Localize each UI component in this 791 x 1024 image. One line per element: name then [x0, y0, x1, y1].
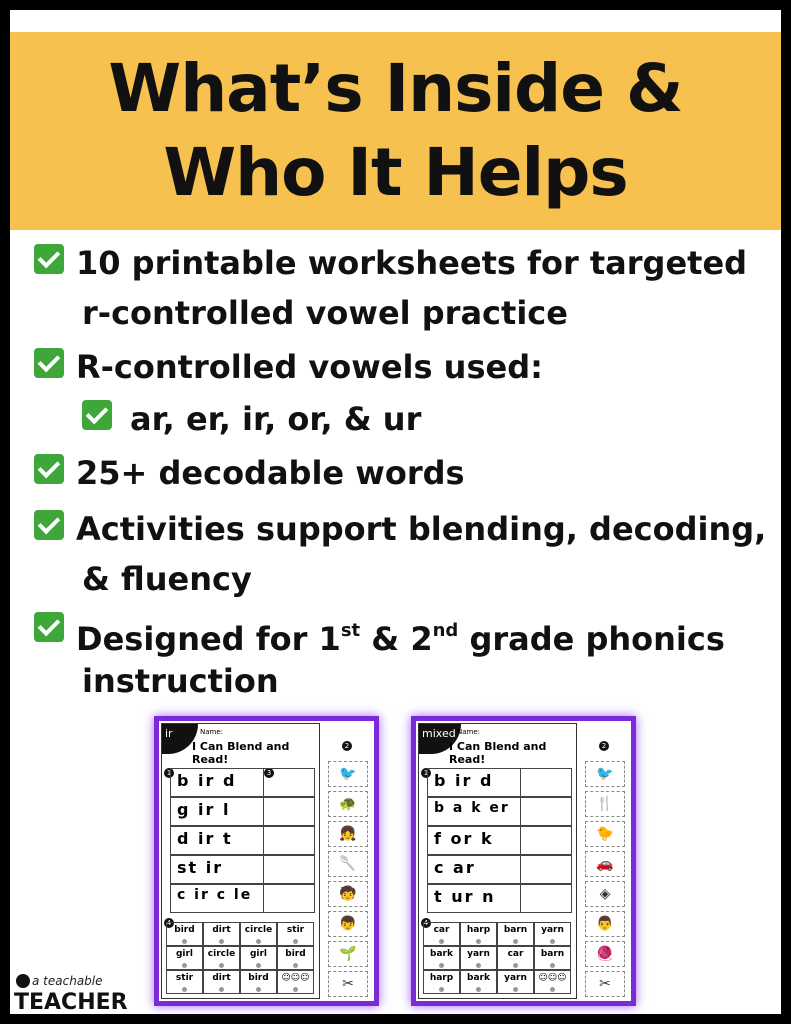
- worksheet-tag: ir: [162, 724, 198, 754]
- table-cell: stir: [277, 922, 314, 946]
- fluency-table: [423, 922, 573, 996]
- kid-icon: 🧒: [328, 881, 368, 907]
- scissors-icon: ✂: [328, 971, 368, 997]
- feature-text: r-controlled vowel practice: [82, 294, 568, 332]
- worksheet-sheet: [161, 723, 320, 999]
- picture-strip: [322, 721, 374, 1001]
- table-cell: circle: [203, 946, 240, 970]
- title-line-2: Who It Helps: [163, 134, 628, 211]
- feature-text: 25+ decodable words: [76, 454, 465, 492]
- table-cell: car: [497, 946, 534, 970]
- yarn-icon: 🧶: [585, 941, 625, 967]
- table-cell: dirt: [203, 970, 240, 994]
- bird-icon: 🐤: [585, 821, 625, 847]
- feature-text: R-controlled vowels used:: [76, 348, 543, 386]
- worksheet-directions: [423, 756, 573, 766]
- word-row: b a k er: [427, 797, 572, 826]
- scissors-icon: ✂: [585, 971, 625, 997]
- check-icon: [34, 348, 64, 378]
- step-2-icon: 2: [342, 741, 352, 751]
- check-icon: [34, 244, 64, 274]
- fork-icon: 🍴: [585, 791, 625, 817]
- title-line-1: What’s Inside &: [108, 50, 683, 127]
- worksheet-title: I Can Blend and Read!: [449, 740, 547, 766]
- check-icon: [34, 612, 64, 642]
- worksheet-name-label: Name:: [200, 728, 224, 736]
- girl-icon: 👧: [328, 821, 368, 847]
- turn-sign-icon: ◈: [585, 881, 625, 907]
- word-row: st ir: [170, 855, 315, 884]
- word-row: t ur n: [427, 884, 572, 913]
- step-1-icon: 1: [421, 768, 431, 778]
- table-cell: bark: [423, 946, 460, 970]
- turtle-icon: 🐢: [328, 791, 368, 817]
- word-row: c ir c le: [170, 884, 315, 913]
- word-row: g ir l: [170, 797, 315, 826]
- word-grid: [170, 768, 315, 916]
- table-cell: bird: [277, 946, 314, 970]
- table-cell: harp: [423, 970, 460, 994]
- table-cell: yarn: [534, 922, 571, 946]
- title-banner: [10, 32, 781, 230]
- dirt-icon: 🌱: [328, 941, 368, 967]
- table-cell: ☺☺☺: [277, 970, 314, 994]
- baker-icon: 👨: [585, 911, 625, 937]
- table-cell: girl: [166, 946, 203, 970]
- bird-icon: 🐦: [585, 761, 625, 787]
- spoon-icon: 🥄: [328, 851, 368, 877]
- table-cell: ☺☺☺: [534, 970, 571, 994]
- check-icon: [82, 400, 112, 430]
- worksheet-name-label: Name:: [457, 728, 481, 736]
- bird-icon: 🐦: [328, 761, 368, 787]
- check-icon: [34, 510, 64, 540]
- table-cell: yarn: [460, 946, 497, 970]
- step-4-icon: 4: [164, 918, 174, 928]
- table-cell: girl: [240, 946, 277, 970]
- worksheet-tag: mixed: [419, 724, 461, 754]
- feature-text: Activities support blending, decoding,: [76, 510, 767, 548]
- worksheet-preview-ir: [154, 716, 379, 1006]
- brand-logo: [10, 970, 128, 1020]
- table-cell: dirt: [203, 922, 240, 946]
- table-cell: harp: [460, 922, 497, 946]
- apple-icon: [16, 974, 30, 988]
- boy-icon: 👦: [328, 911, 368, 937]
- car-icon: 🚗: [585, 851, 625, 877]
- worksheet-sheet: [418, 723, 577, 999]
- logo-small-text: a teachable: [32, 974, 103, 988]
- feature-text: instruction: [82, 662, 279, 700]
- table-cell: yarn: [497, 970, 534, 994]
- word-grid: [427, 768, 572, 916]
- step-1-icon: 1: [164, 768, 174, 778]
- word-row: c ar: [427, 855, 572, 884]
- step-2-icon: 2: [599, 741, 609, 751]
- feature-text: ar, er, ir, or, & ur: [130, 400, 422, 438]
- table-cell: bird: [166, 922, 203, 946]
- check-icon: [34, 454, 64, 484]
- table-cell: car: [423, 922, 460, 946]
- table-cell: circle: [240, 922, 277, 946]
- word-row: f or k: [427, 826, 572, 855]
- fluency-table: [166, 922, 316, 996]
- picture-strip: [579, 721, 631, 1001]
- step-3-icon: 3: [264, 768, 274, 778]
- table-cell: bark: [460, 970, 497, 994]
- worksheet-preview-mixed: [411, 716, 636, 1006]
- table-cell: barn: [534, 946, 571, 970]
- feature-text: 10 printable worksheets for targeted: [76, 244, 748, 282]
- table-cell: bird: [240, 970, 277, 994]
- page: [10, 10, 781, 1014]
- word-row: b ir d: [170, 768, 315, 797]
- feature-text: Designed for 1st & 2nd grade phonics: [76, 620, 725, 658]
- feature-text: & fluency: [82, 560, 252, 598]
- step-4-icon: 4: [421, 918, 431, 928]
- worksheet-title: I Can Blend and Read!: [192, 740, 290, 766]
- logo-big-text: TEACHER: [14, 990, 128, 1015]
- table-cell: barn: [497, 922, 534, 946]
- worksheet-directions: [166, 756, 316, 766]
- table-cell: stir: [166, 970, 203, 994]
- word-row: d ir t: [170, 826, 315, 855]
- word-row: b ir d: [427, 768, 572, 797]
